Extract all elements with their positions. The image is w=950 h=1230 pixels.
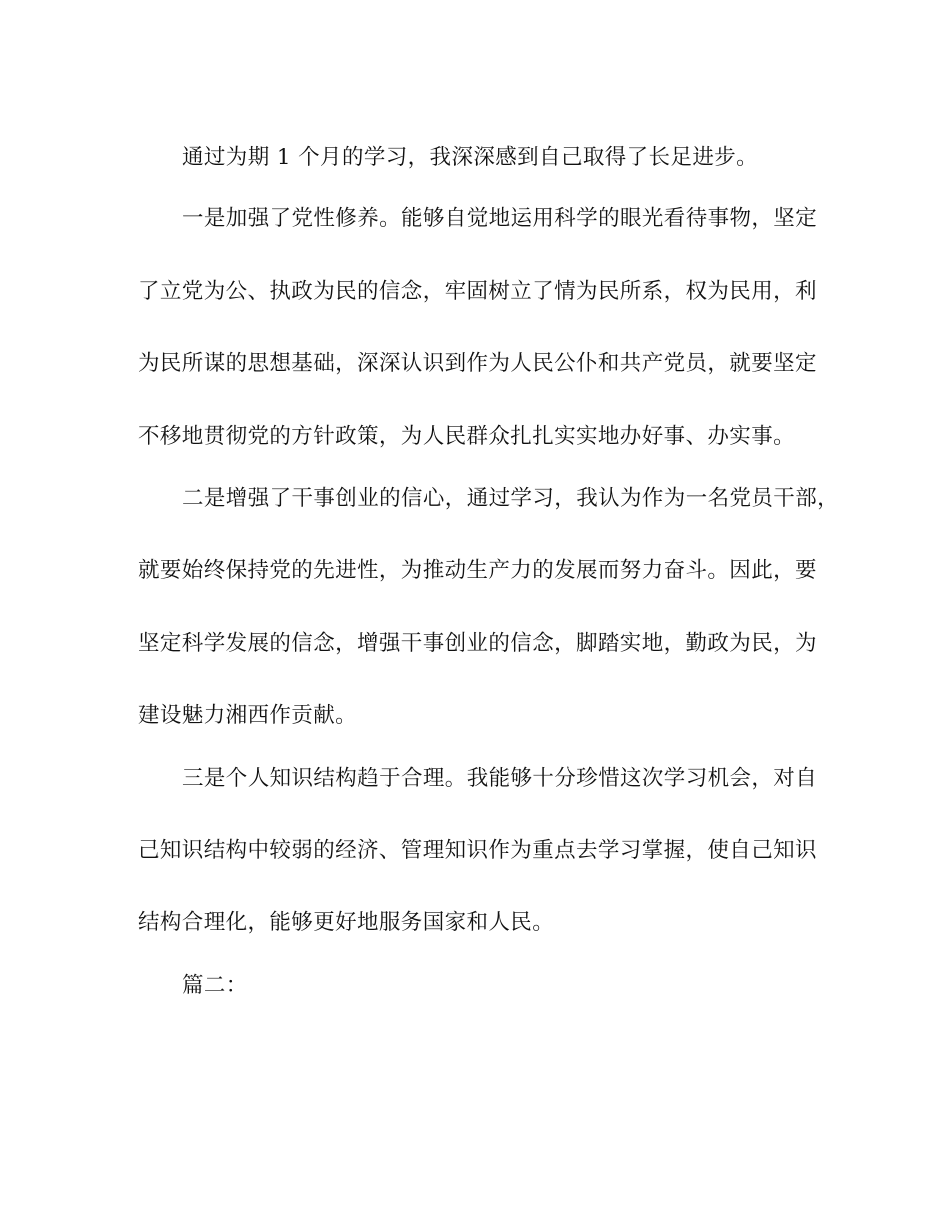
- paragraph-4-line-3: 结构合理化，能够更好地服务国家和人民。: [138, 910, 555, 935]
- paragraph-2-line-1: 一是加强了党性修养。能够自觉地运用科学的眼光看待事物，坚定: [182, 206, 818, 231]
- paragraph-1-line-1: 通过为期 1 个月的学习，我深深感到自己取得了长足进步。: [182, 145, 759, 170]
- section-heading-pian-er: 篇二：: [182, 973, 248, 998]
- paragraph-2-line-2: 了立党为公、执政为民的信念，牢固树立了情为民所系，权为民用，利: [138, 279, 817, 304]
- paragraph-3-line-2: 就要始终保持党的先进性，为推动生产力的发展而努力奋斗。因此，要: [138, 558, 817, 583]
- paragraph-3-line-4: 建设魅力湘西作贡献。: [138, 703, 358, 728]
- paragraph-3-line-1: 二是增强了干事创业的信心，通过学习，我认为作为一名党员干部，: [182, 486, 840, 511]
- paragraph-3-line-3: 坚定科学发展的信念，增强干事创业的信念，脚踏实地，勤政为民，为: [138, 631, 817, 656]
- paragraph-2-line-4: 不移地贯彻党的方针政策，为人民群众扎扎实实地办好事、办实事。: [138, 424, 796, 449]
- paragraph-4-line-2: 己知识结构中较弱的经济、管理知识作为重点去学习掌握，使自己知识: [138, 838, 817, 863]
- paragraph-4-line-1: 三是个人知识结构趋于合理。我能够十分珍惜这次学习机会，对自: [182, 766, 818, 791]
- paragraph-2-line-3: 为民所谋的思想基础，深深认识到作为人民公仆和共产党员，就要坚定: [138, 351, 817, 376]
